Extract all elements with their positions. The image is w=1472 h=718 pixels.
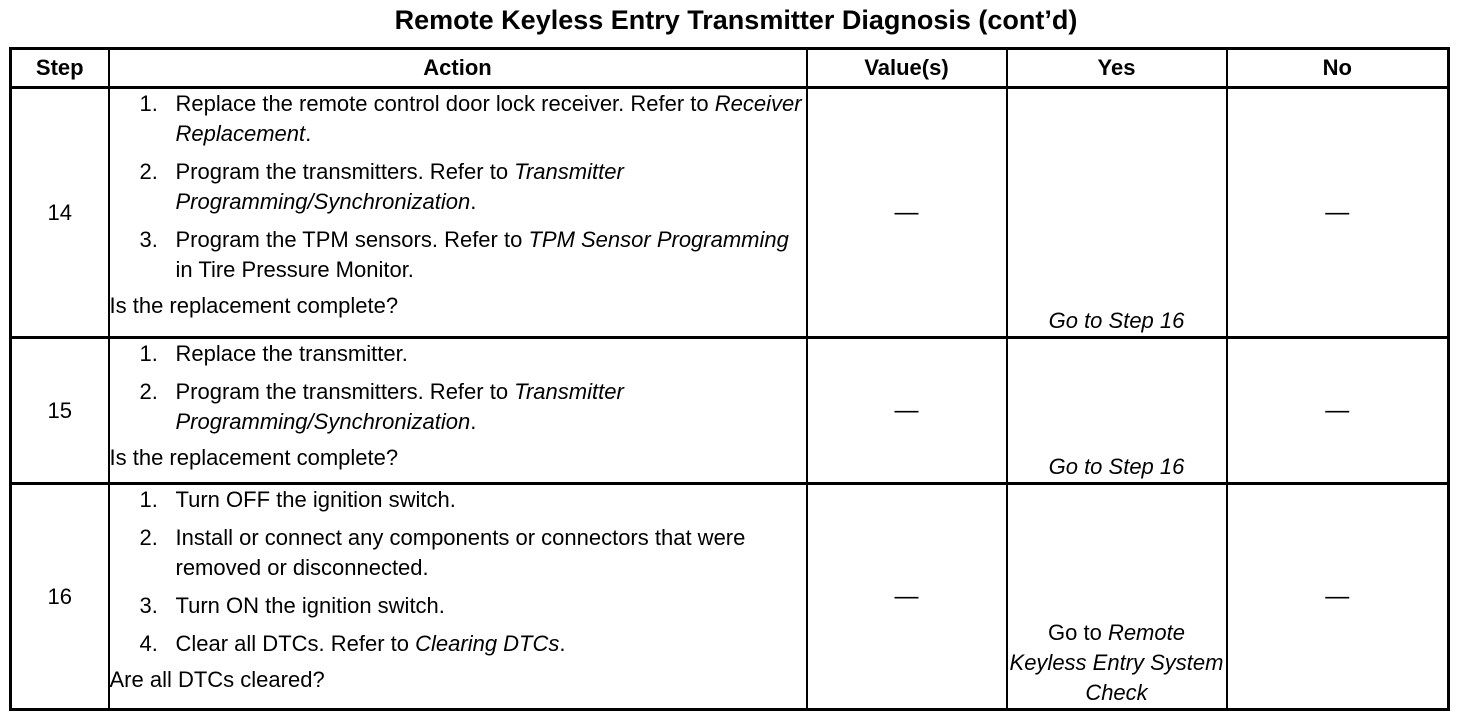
action-item <box>110 339 806 369</box>
item-number: 4. <box>139 631 158 657</box>
yes-cell <box>1007 88 1227 338</box>
action-cell <box>109 88 807 338</box>
item-number: 1. <box>139 91 158 116</box>
yes-cell <box>1007 338 1227 484</box>
item-suffix: . <box>470 409 477 435</box>
action-item <box>110 377 806 437</box>
item-text: Install or connect any components or connectors that were removed or disconnected. <box>175 525 746 581</box>
page-title: Remote Keyless Entry Transmitter Diagnosis (cont’d) <box>394 5 1078 35</box>
header-yes: Yes <box>1007 49 1227 88</box>
item-suffix: in Tire Pressure Monitor. <box>175 257 414 282</box>
step-number: 14 <box>11 88 109 338</box>
yes-reference: Go to Step 16 <box>1048 308 1185 334</box>
item-number: 2. <box>139 379 158 405</box>
item-text: Program the transmitters. Refer to <box>175 379 515 405</box>
item-suffix: . <box>559 631 566 657</box>
action-question: Is the replacement complete? <box>109 445 399 471</box>
item-reference: Transmitter Programming/Synchronization <box>175 379 624 435</box>
action-item <box>110 157 806 217</box>
header-values: Value(s) <box>807 49 1007 88</box>
item-number: 3. <box>139 593 158 619</box>
item-number: 3. <box>139 227 158 252</box>
action-cell <box>109 484 807 710</box>
value-cell: — <box>807 484 1007 710</box>
table-row <box>11 338 1449 484</box>
item-reference: Transmitter Programming/Synchronization <box>175 159 624 214</box>
table-row <box>11 484 1449 710</box>
item-suffix: . <box>470 189 477 214</box>
action-list <box>110 485 806 659</box>
item-text: Replace the transmitter. <box>175 341 408 367</box>
item-reference: Clearing DTCs <box>415 631 560 657</box>
action-item <box>110 89 806 149</box>
item-text: Replace the remote control door lock receiver. Refer to <box>175 91 715 116</box>
item-text: Program the transmitters. Refer to <box>175 159 515 184</box>
action-item <box>110 629 806 659</box>
no-cell: — <box>1227 88 1449 338</box>
header-step: Step <box>11 49 109 88</box>
item-text: Turn ON the ignition switch. <box>175 593 445 619</box>
item-number: 1. <box>139 487 158 513</box>
action-question: Is the replacement complete? <box>109 293 399 318</box>
item-number: 1. <box>139 341 158 367</box>
yes-cell <box>1007 484 1227 710</box>
action-question: Are all DTCs cleared? <box>109 667 325 693</box>
action-item <box>110 485 806 515</box>
action-item <box>110 225 806 285</box>
step-number: 16 <box>11 484 109 710</box>
item-number: 2. <box>139 525 158 551</box>
step-number: 15 <box>11 338 109 484</box>
header-row <box>11 49 1449 88</box>
item-suffix: . <box>305 121 312 146</box>
item-text: Program the TPM sensors. Refer to <box>175 227 529 252</box>
action-cell <box>109 338 807 484</box>
header-no: No <box>1227 49 1449 88</box>
yes-reference: Remote Keyless Entry System Check <box>1009 620 1224 705</box>
diagnosis-table <box>9 47 1450 711</box>
value-cell: — <box>807 88 1007 338</box>
no-cell: — <box>1227 484 1449 710</box>
no-cell: — <box>1227 338 1449 484</box>
yes-reference: Go to Step 16 <box>1048 454 1185 480</box>
table-row <box>11 88 1449 338</box>
item-number: 2. <box>139 159 158 184</box>
yes-prefix: Go to <box>1048 620 1108 645</box>
action-list <box>110 339 806 437</box>
action-item <box>110 591 806 621</box>
action-list <box>110 89 806 285</box>
action-item <box>110 523 806 583</box>
header-action: Action <box>109 49 807 88</box>
item-reference: Receiver Replacement <box>175 91 802 146</box>
item-reference: TPM Sensor Programming <box>528 227 789 252</box>
item-text: Turn OFF the ignition switch. <box>175 487 456 513</box>
item-text: Clear all DTCs. Refer to <box>175 631 416 657</box>
value-cell: — <box>807 338 1007 484</box>
